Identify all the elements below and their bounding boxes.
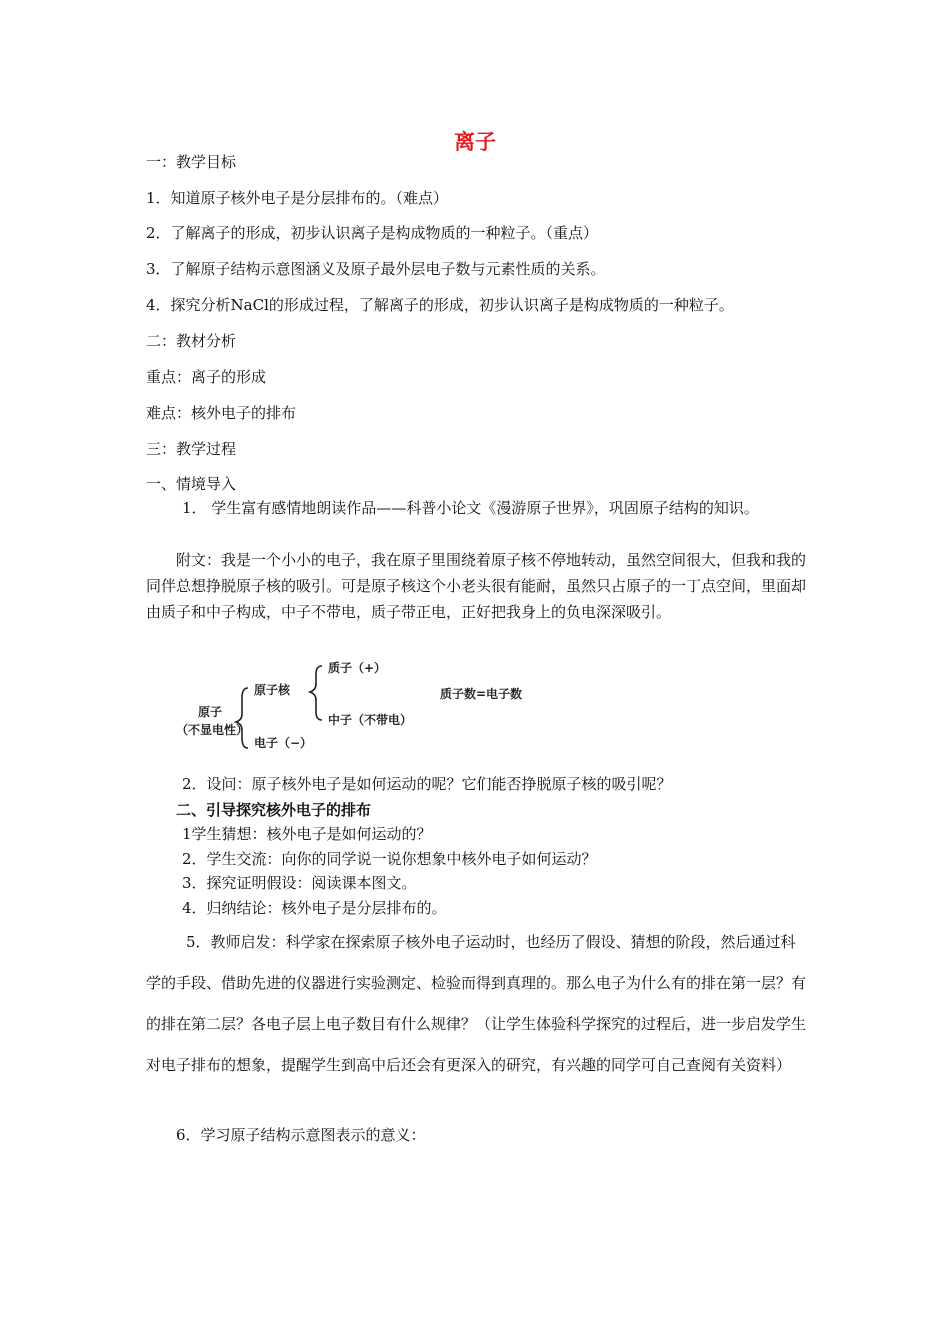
part-1-item-1: 1． 学生富有感情地朗读作品——科普小论文《漫游原子世界》，巩固原子结构的知识。 bbox=[182, 499, 759, 517]
goal-4: 4．探究分析NaCl的形成过程，了解离子的形成，初步认识离子是构成物质的一种粒子。 bbox=[146, 296, 734, 314]
part-2-item-4: 4．归纳结论：核外电子是分层排布的。 bbox=[182, 899, 447, 917]
section-heading-process: 三：教学过程 bbox=[146, 440, 237, 458]
question-2: 2．设问：原子核外电子是如何运动的呢？它们能否挣脱原子核的吸引呢？ bbox=[182, 775, 672, 793]
diagram-electron: 电子（−） bbox=[254, 736, 313, 750]
appendix-text: 附文：我是一个小小的电子，我在原子里围绕着原子核不停地转动，虽然空间很大，但我和我的同伴总想挣脱原子核的吸引。可是原子核这个小老头很有能耐，虽然只占原子的一丁点空间，里面却由质子和中子构成，中子不带电，质子带正电，正好把我身上的负电深深吸引。 bbox=[146, 551, 807, 621]
part-1-heading: 一、情境导入 bbox=[146, 475, 237, 493]
diagram-brace-atom bbox=[236, 688, 248, 748]
part-2-item-2: 2．学生交流：向你的同学说一说你想象中核外电子如何运动？ bbox=[182, 850, 597, 868]
diagram-neutron: 中子（不带电） bbox=[328, 713, 413, 727]
diagram-neutral: （不显电性） bbox=[176, 723, 249, 737]
part-2-heading: 二、引导探究核外电子的排布 bbox=[176, 801, 372, 819]
key-point: 重点：离子的形成 bbox=[146, 368, 267, 386]
diagram-atom: 原子 bbox=[198, 705, 223, 719]
diagram-proton: 质子（+） bbox=[328, 661, 387, 675]
part-2-item-5: 5．教师启发：科学家在探索原子核外电子运动时，也经历了假设、猜想的阶段，然后通过科学的手段、借助先进的仪器进行实验测定、检验而得到真理的。那么电子为什么有的排在第一层？有的排在第二层？各电子层上电子数目有什么规律？（让学生体验科学探究的过程后，进一步启发学生对电子排布的想象，提醒学生到高中后还会有更深入的研究，有兴趣的同学可自己查阅有关资料） bbox=[146, 933, 807, 1074]
part-2-item-1: 1学生猜想：核外电子是如何运动的？ bbox=[182, 825, 432, 843]
goal-1: 1．知道原子核外电子是分层排布的。（难点） bbox=[146, 189, 449, 207]
part-2-item-3: 3．探究证明假设：阅读课本图文。 bbox=[182, 874, 417, 892]
diagram-equation: 质子数=电子数 bbox=[440, 687, 523, 701]
page-title: 离子 bbox=[454, 130, 496, 154]
section-heading-goals: 一：教学目标 bbox=[146, 153, 237, 171]
difficult-point: 难点：核外电子的排布 bbox=[146, 404, 297, 422]
goal-3: 3．了解原子结构示意图涵义及原子最外层电子数与元素性质的关系。 bbox=[146, 260, 606, 278]
diagram-brace-nucleus bbox=[310, 666, 322, 720]
diagram-nucleus: 原子核 bbox=[254, 683, 291, 697]
goal-2: 2．了解离子的形成，初步认识离子是构成物质的一种粒子。（重点） bbox=[146, 224, 599, 242]
part-2-item-6: 6．学习原子结构示意图表示的意义： bbox=[176, 1126, 426, 1144]
section-heading-analysis: 二：教材分析 bbox=[146, 332, 237, 350]
atom-structure-diagram bbox=[170, 652, 550, 752]
